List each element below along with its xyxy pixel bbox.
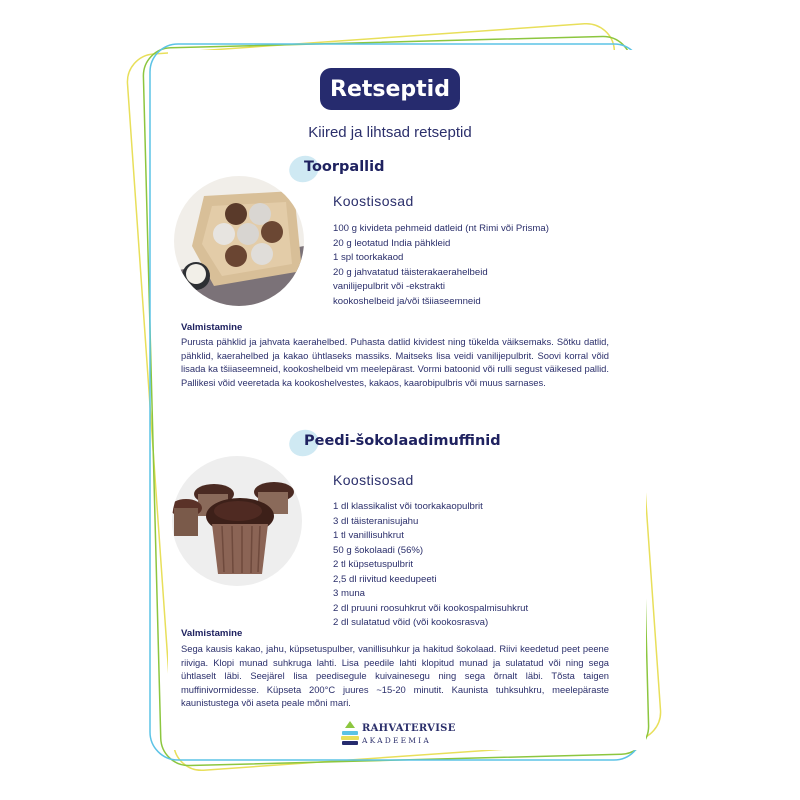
ingredient-item: 50 g šokolaadi (56%): [333, 544, 424, 556]
ingredients-list: [333, 222, 549, 309]
ingredient-item: 3 dl täisteranisujahu: [333, 515, 419, 527]
ingredient-item: vanilijepulbrit või -ekstrakti: [333, 281, 445, 292]
page-subtitle: Kiired ja lihtsad retseptid: [308, 124, 472, 141]
rahvatervise-akadeemia-logo: [340, 720, 460, 750]
preparation-heading: Valmistamine: [181, 322, 243, 333]
ingredient-item: kookoshelbeid ja/või tšiiaseemneid: [333, 295, 481, 307]
ingredient-item: 2,5 dl riivitud keedupeeti: [333, 573, 437, 585]
page-title: Retseptid: [320, 68, 460, 110]
ingredient-item: 2 dl sulatatud võid (või kookosrasva): [333, 617, 489, 628]
preparation-text: Purusta pähklid ja jahvata kaerahelbed. Puhasta datlid kividest ning tükelda väiksemaks. Sõtku datlid, pähklid, kaerahelbed ja kakao ühtlaseks massiks. Maitseks lisa veidi vanilijepulbrit. Soovi korral võid lisada ka tšiiaseemneid, kookoshelbeid vm meelepärast. Vormi batoonid või rulli segust väikesed pallid. Pallikesi võid veeretada ka kookoshelvestes, kakaos, kaarobipulbris või muus sarnases.: [181, 336, 609, 388]
ingredient-item: 2 tl küpsetuspulbrit: [333, 559, 413, 570]
ingredient-item: 1 spl toorkakaod: [333, 252, 404, 263]
ingredients-heading: Koostisosad: [333, 193, 414, 209]
muffins-photo: [172, 456, 302, 586]
recipe-title: Peedi-šokolaadimuffinid: [304, 433, 501, 449]
preparation-heading: Valmistamine: [181, 628, 243, 639]
ingredients-heading: Koostisosad: [333, 472, 414, 488]
ingredient-item: 20 g leotatud India pähkleid: [333, 237, 451, 249]
preparation-text: Sega kausis kakao, jahu, küpsetuspulber, vanillisuhkur ja hakitud šokolaad. Riivi keedetud peet peene riiviga. Klopi munad suhkruga lahti. Lisa peedile lahti klopitud munad ja sulatatud või ning sega ühtlaselt läbi. Seejärel lisa peedisegule kuivainesegu ning sega õrnalt läbi. Tõsta taigen muffinivormidesse. Küpseta 200°C juures ~15-20 minutit. Kaunista tuhksuhkru, meelepäraste kaunistustega või aseta peale mõni mari.: [181, 643, 609, 709]
energy-balls-photo: [174, 176, 304, 306]
ingredient-item: 20 g jahvatatud täisterakaerahelbeid: [333, 266, 488, 278]
ingredient-item: 3 muna: [333, 588, 365, 599]
recipe-title: Toorpallid: [304, 159, 385, 175]
ingredient-item: 1 tl vanillisuhkrut: [333, 530, 404, 541]
ingredient-item: 1 dl klassikalist või toorkakaopulbrit: [333, 501, 483, 512]
logo-text: RAHVATERVISE: [362, 723, 456, 734]
ingredient-item: 2 dl pruuni roosuhkrut või kookospalmisuhkrut: [333, 602, 529, 614]
logo-subtext: AKADEEMIA: [362, 736, 431, 745]
books-icon: [340, 720, 360, 750]
ingredients-list: [333, 500, 528, 631]
ingredient-item: 100 g kivideta pehmeid datleid (nt Rimi või Prisma): [333, 223, 549, 234]
